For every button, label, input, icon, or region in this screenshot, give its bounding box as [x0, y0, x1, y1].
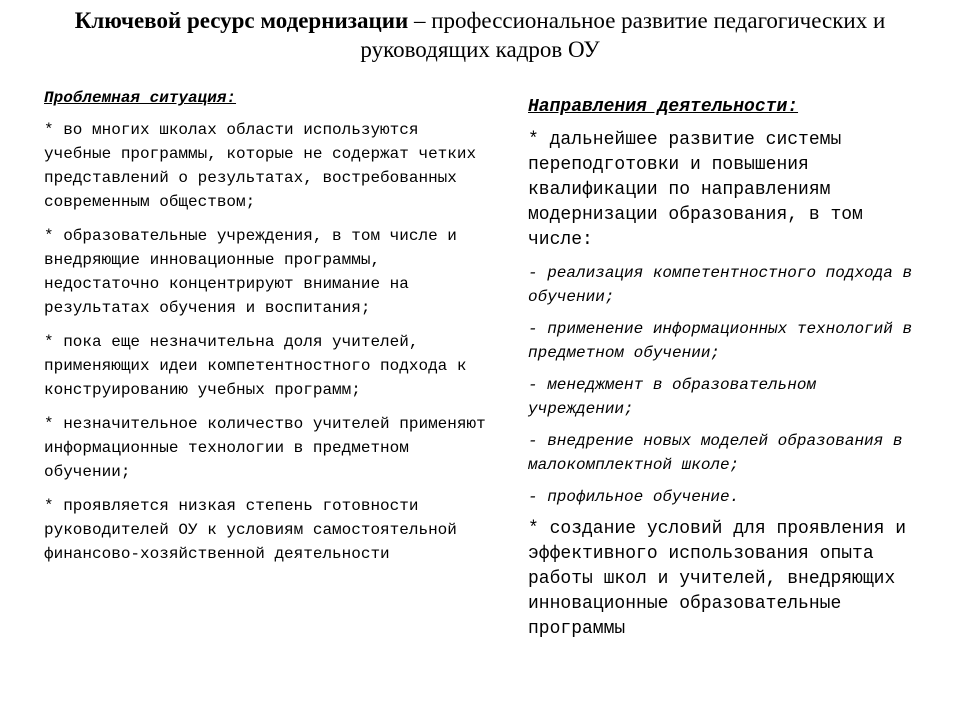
- direction-subitem: - реализация компетентностного подхода в обучении;: [528, 264, 913, 306]
- problem-item: * незначительное количество учителей применяют информационные технологии в предметном обучении;: [44, 415, 486, 481]
- direction-subitem: - внедрение новых моделей образования в малокомплектной школе;: [528, 432, 903, 474]
- directions-intro: * дальнейшее развитие системы переподготовки и повышения квалификации по направлениям модернизации образования, в том числе:: [528, 130, 863, 250]
- problem-item: * пока еще незначительна доля учителей, применяющих идеи компетентностного подхода к конструированию учебных программ;: [44, 333, 467, 399]
- problem-item: * образовательные учреждения, в том числе и внедряющие инновационные программы, недостаточно концентрируют внимание на результатах обучения и воспитания;: [44, 227, 457, 317]
- problem-item: * проявляется низкая степень готовности руководителей ОУ к условиям самостоятельной финансово-хозяйственной деятельности: [44, 497, 457, 563]
- direction-subitem: - менеджмент в образовательном учреждении;: [528, 376, 817, 418]
- slide-title-bold: Ключевой ресурс модернизации: [74, 8, 409, 33]
- directions-heading: Направления деятельности:: [528, 97, 799, 117]
- problem-item: * во многих школах области используются учебные программы, которые не содержат четких представлений о результатах, востребованных современным обществом;: [44, 121, 477, 211]
- directions-outro: * создание условий для проявления и эффективного использования опыта работы школ и учителей, внедряющих инновационные образовательные программы: [528, 519, 907, 639]
- direction-subitem: - профильное обучение.: [528, 488, 740, 506]
- problem-heading: Проблемная ситуация:: [44, 89, 237, 107]
- problem-column: [44, 86, 494, 576]
- slide-title-rest: – профессиональное развитие педагогических и руководящих кадров ОУ: [360, 8, 886, 62]
- direction-subitem: - применение информационных технологий в предметном обучении;: [528, 320, 913, 362]
- slide-title: [10, 6, 950, 64]
- directions-column: [528, 86, 928, 650]
